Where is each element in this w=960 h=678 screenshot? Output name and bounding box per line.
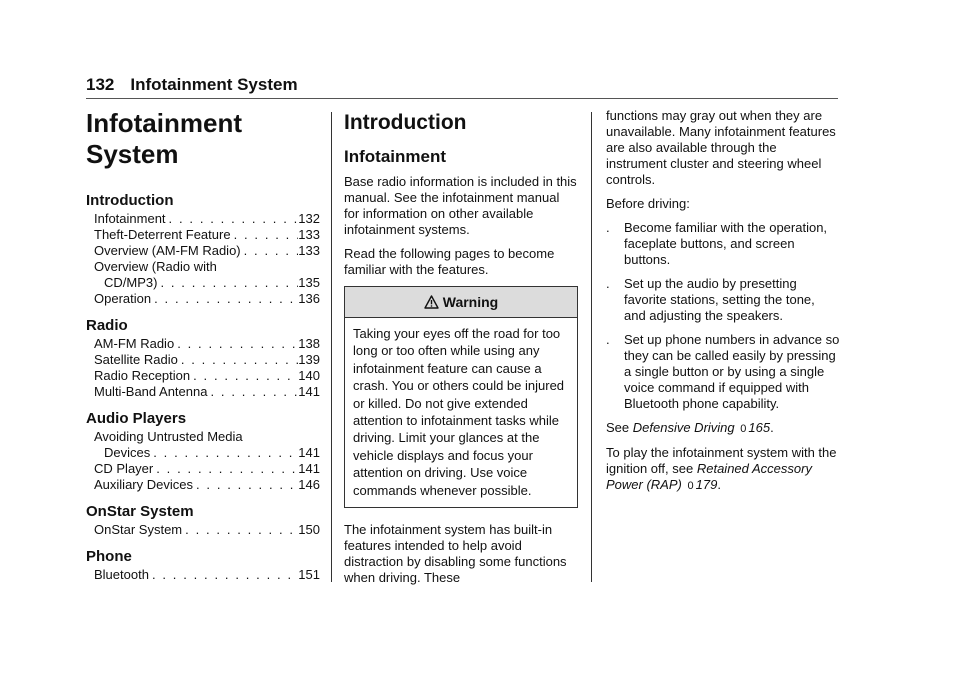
last-paragraph [606, 445, 840, 494]
toc-page-number: 141 [298, 461, 320, 476]
toc-entry-label: Radio Reception [94, 368, 191, 383]
right-column [606, 108, 840, 502]
running-header [86, 72, 838, 98]
toc-leader-dots [153, 461, 298, 477]
toc-entry[interactable] [86, 291, 320, 307]
toc-entry-label: OnStar System [94, 522, 183, 537]
toc-entry-label[interactable]: Avoiding Untrusted Media [94, 429, 243, 444]
page-ref[interactable]: 179 [695, 477, 718, 492]
toc-page-number: 146 [298, 477, 320, 492]
toc-entry[interactable] [86, 227, 320, 243]
column-divider-2 [591, 112, 592, 582]
toc-leader-dots [193, 477, 298, 493]
toc-page-number: 138 [298, 336, 320, 351]
toc-entry-label: Devices [104, 445, 151, 460]
toc-entry-label: Overview (AM-FM Radio) [94, 243, 241, 258]
punct: . [717, 477, 721, 492]
warning-title: Warning [442, 294, 499, 310]
middle-column [344, 108, 578, 594]
toc-entry-label: CD/MP3) [104, 275, 158, 290]
toc-leader-dots [150, 445, 298, 461]
list-item [606, 332, 840, 412]
page-arrow-icon: 0 [740, 423, 747, 435]
toc-page-number: 132 [298, 211, 320, 226]
toc-entry[interactable] [86, 243, 320, 259]
bullet-mark: . [606, 332, 610, 347]
toc-entry[interactable] [86, 275, 320, 291]
bullet-text: Set up the audio by presetting favorite stations, setting the tone, and adjusting the speakers. [624, 276, 815, 323]
warning-triangle-icon [424, 295, 439, 309]
paragraph: Before driving: [606, 196, 690, 211]
toc-title [86, 108, 320, 170]
toc-entry[interactable] [86, 445, 320, 461]
section-title: Infotainment System [130, 75, 298, 94]
toc-section-heading: Phone [86, 548, 132, 565]
header-rule [86, 98, 838, 99]
toc-section-heading: Audio Players [86, 410, 187, 427]
toc-leader-dots [151, 291, 298, 307]
list-item [606, 220, 840, 268]
toc-entry[interactable] [86, 477, 320, 493]
warning-box [344, 286, 578, 508]
toc-entry[interactable] [86, 461, 320, 477]
toc-page-number: 150 [298, 522, 320, 537]
toc-entry[interactable] [86, 567, 320, 583]
toc-entry-label: Satellite Radio [94, 352, 178, 367]
toc-section [86, 317, 320, 400]
warning-text: Taking your eyes off the road for too long or too often while using any infotainment feature can cause a crash. You or others could be injured or killed. Do not give extended attention to infotainment tasks while driving. Limit your glances at the vehicle displays and focus your attention on driving. Use voice commands whenever possible. [353, 326, 565, 498]
toc-section-heading: OnStar System [86, 503, 194, 520]
bullet-text: Set up phone numbers in advance so they can be called easily by pressing a single button or by using a single voice command if equipped with Bluetooth phone capability. [624, 332, 840, 411]
page-ref[interactable]: 165 [748, 420, 771, 435]
table-of-contents [86, 108, 320, 593]
toc-page-number: 133 [298, 243, 320, 258]
paragraph: Read the following pages to become familiar with the features. [344, 246, 555, 277]
toc-title-line-1: Infotainment [86, 108, 242, 138]
toc-entry-label: Theft-Deterrent Feature [94, 227, 231, 242]
toc-section [86, 548, 320, 583]
toc-entry-label: Operation [94, 291, 152, 306]
toc-page-number: 139 [298, 352, 320, 367]
toc-entry-label: AM-FM Radio [94, 336, 175, 351]
toc-entry-label: Infotainment [94, 211, 166, 226]
toc-entry[interactable] [86, 368, 320, 384]
toc-entry-label: Auxiliary Devices [94, 477, 193, 492]
toc-section [86, 503, 320, 538]
link-defensive-driving[interactable]: Defensive Driving [632, 420, 735, 435]
toc-entry[interactable] [86, 336, 320, 352]
toc-section [86, 410, 320, 493]
toc-leader-dots [178, 352, 298, 368]
toc-entry-label[interactable]: Overview (Radio with [94, 259, 217, 274]
list-item [606, 276, 840, 324]
see-prefix: See [606, 420, 630, 435]
toc-entry-label: Bluetooth [94, 567, 149, 582]
heading-infotainment: Infotainment [344, 147, 446, 166]
toc-entry[interactable] [86, 211, 320, 227]
paragraph: functions may gray out when they are unavailable. Many infotainment features are also available through the instrument cluster and steering wheel controls. [606, 108, 836, 187]
bullet-text: Become familiar with the operation, faceplate buttons, and screen buttons. [624, 220, 828, 267]
bullet-mark: . [606, 276, 610, 291]
punct: . [770, 420, 774, 435]
last-para-text: To play the infotainment system with the ignition off, see [606, 445, 837, 476]
page-arrow-icon: 0 [687, 480, 694, 492]
warning-header [345, 287, 577, 318]
bullet-mark: . [606, 220, 610, 235]
toc-page-number: 140 [298, 368, 320, 383]
toc-leader-dots [149, 567, 298, 583]
toc-sections [86, 192, 320, 583]
toc-leader-dots [231, 227, 299, 243]
toc-section-heading: Radio [86, 317, 128, 334]
see-reference [606, 420, 840, 437]
toc-page-number: 141 [298, 445, 320, 460]
toc-entry-label: Multi-Band Antenna [94, 384, 208, 399]
toc-leader-dots [241, 243, 299, 259]
toc-page-number: 151 [298, 567, 320, 582]
toc-section-heading: Introduction [86, 192, 174, 209]
page-number: 132 [86, 75, 115, 94]
toc-entry[interactable] [86, 352, 320, 368]
toc-leader-dots [166, 211, 299, 227]
toc-section [86, 192, 320, 307]
toc-entry-label: CD Player [94, 461, 154, 476]
toc-page-number: 141 [298, 384, 320, 399]
bullet-list [606, 220, 840, 412]
toc-leader-dots [190, 368, 298, 384]
toc-entry[interactable] [86, 384, 320, 400]
paragraph: Base radio information is included in this manual. See the infotainment manual for information on other available infotainment systems. [344, 174, 577, 237]
heading-introduction: Introduction [344, 111, 467, 134]
link-retained-accessory-power[interactable]: Retained Accessory Power (RAP) [606, 461, 812, 492]
paragraph: The infotainment system has built-in features intended to help avoid distraction by disabling some functions when driving. These [344, 522, 567, 586]
toc-leader-dots [174, 336, 298, 352]
toc-leader-dots [157, 275, 298, 291]
toc-title-line-2: System [86, 139, 179, 169]
toc-leader-dots [182, 522, 298, 538]
toc-page-number: 135 [298, 275, 320, 290]
toc-entry[interactable] [86, 522, 320, 538]
toc-leader-dots [207, 384, 298, 400]
toc-page-number: 136 [298, 291, 320, 306]
column-divider-1 [331, 112, 332, 582]
toc-page-number: 133 [298, 227, 320, 242]
